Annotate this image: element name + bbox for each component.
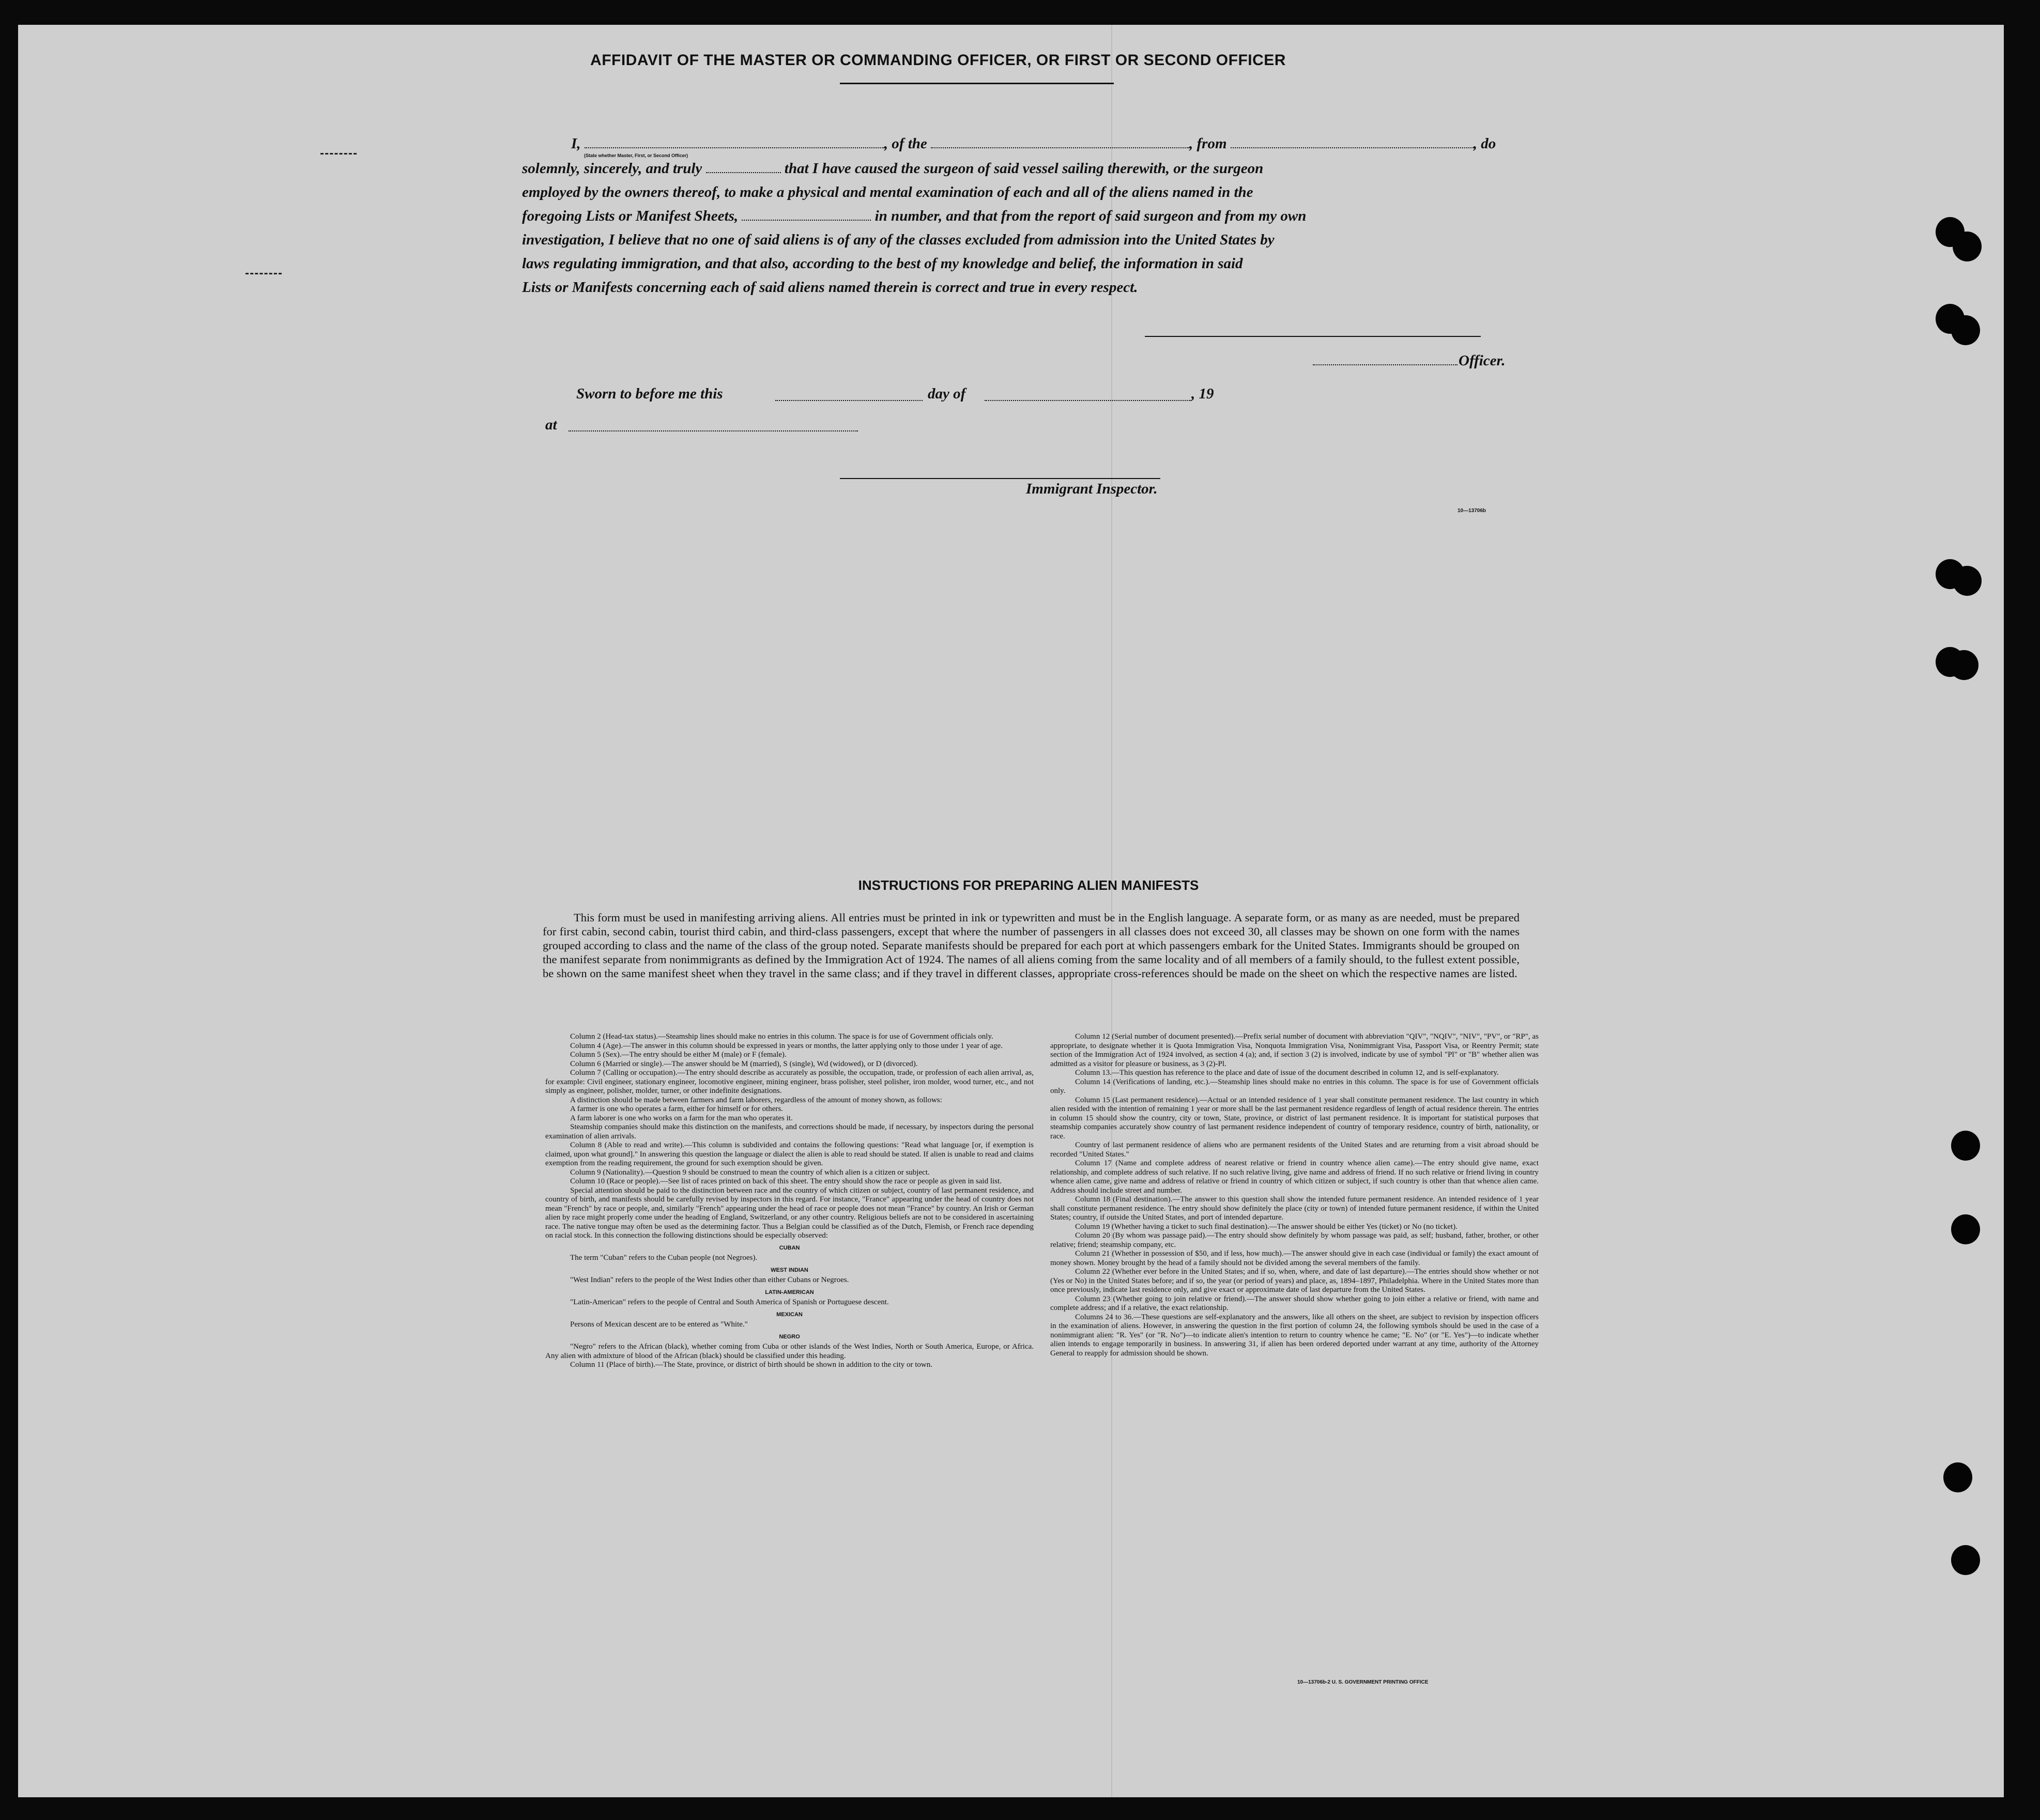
instruction-paragraph: Column 15 (Last permanent residence).—Actual or an intended residence of 1 year shall constitute permanent residence. The last country in which alien resided with the intention of remaining 1 year or more shall be the last permanent residence regardless of length of actual residence therein. The entries in column 15 should show the country, city or town, State, province, or district of last permanent residence. It is important for statistical purposes that steamship companies accurately show country of last permanent residence independent of country of temporary residence, country of birth, nationality, or race. bbox=[1050, 1096, 1539, 1140]
punch-hole bbox=[1951, 1214, 1980, 1244]
instruction-paragraph: Column 10 (Race or people).—See list of races printed on back of this sheet. The entry should show the race or people as given in said list. bbox=[570, 1177, 1002, 1185]
instruction-paragraph: Column 13.—This question has reference to the place and date of issue of the document described in column 12, and is self-explanatory. bbox=[1075, 1069, 1499, 1077]
officer-label: Officer. bbox=[1459, 352, 1506, 369]
text-do: , do bbox=[1473, 135, 1496, 152]
instruction-paragraph: Column 5 (Sex).—The entry should be either M (male) or F (female). bbox=[570, 1051, 787, 1059]
punch-hole bbox=[1951, 1545, 1980, 1575]
instruction-paragraph: Column 14 (Verifications of landing, etc.).—Steamship lines should make no entries in this column. The space is for use of Government officials only. bbox=[1050, 1077, 1539, 1095]
sworn-place-blank[interactable] bbox=[569, 430, 858, 431]
instruction-paragraph: Columns 24 to 36.—These questions are self-explanatory and the answers, like all others on the sheet, are subject to revision by inspection officers in the examination of aliens. However, in answering the question in the first portion of column 24, the following symbols should be used in the case of a nonimmigrant alien: "R. Yes" (or "R. No")—to indicate alien's intention to return to country whence he came; "E. No" (or "E. Yes")—to indicate whether alien intends to engage temporarily in business. In answering 31, if alien has been ordered deported under warrant at any time, authority of the Attorney General to reapply for admission should be shown. bbox=[1050, 1313, 1539, 1358]
instruction-paragraph: Column 19 (Whether having a ticket to such final destination).—The answer should be either Yes (ticket) or No (no ticket). bbox=[1075, 1222, 1458, 1231]
vessel-blank[interactable] bbox=[931, 135, 1189, 148]
heading-west-indian: WEST INDIAN bbox=[771, 1267, 808, 1273]
affidavit-line-7: Lists or Manifests concerning each of said aliens named therein is correct and true in every respect. bbox=[522, 279, 1138, 296]
text-surgeon: that I have caused the surgeon of said vessel sailing therewith, or the surgeon bbox=[784, 160, 1264, 177]
instruction-paragraph: Column 17 (Name and complete address of nearest relative or friend in country whence alien came).—The entry should give name, exact relationship, and complete address of such relative. If no such relative living, give name and address of friend. If no such relative or friend living in country whence alien came, give name and address of relative or friend in country of which citizen or subject, if such country is other than that whence alien came. Address should include street and number. bbox=[1050, 1159, 1539, 1195]
punch-hole bbox=[1953, 232, 1982, 261]
definition-cuban: The term "Cuban" refers to the Cuban people (not Negroes). bbox=[570, 1254, 758, 1262]
definition-latin-american: "Latin-American" refers to the people of Central and South America of Spanish or Portuguese descent. bbox=[570, 1298, 889, 1306]
text-solemnly: solemnly, sincerely, and truly bbox=[522, 160, 702, 177]
instructions-left-column bbox=[545, 1032, 1034, 1370]
sheet-count-blank[interactable] bbox=[742, 207, 871, 221]
at-label: at bbox=[545, 417, 557, 433]
instructions-intro: This form must be used in manifesting arriving aliens. All entries must be printed in ink or typewritten and must be in the English language. A separate form, or as many as are needed, must be prepared for first cabin, second cabin, tourist third cabin, and third-class passengers, except that where the number of passengers in all classes does not exceed 30, all classes may be shown on one form with the names grouped according to class and the name of the class of the group noted. Separate manifests should be prepared for each port at which passengers embark for the United States. Immigrants should be grouped on the manifest separate from nonimmigrants as defined by the Immigration Act of 1924. The names of all aliens coming from the same locality and of all members of a family should, to the fullest extent possible, be shown on the same manifest sheet when they travel in the same class; and if they travel in different classes, appropriate cross-references should be made on the sheet on which the respective names are listed. bbox=[543, 911, 1520, 980]
definition-negro: "Negro" refers to the African (black), whether coming from Cuba or other islands of the West Indies, North or South America, Europe, or Africa. Any alien with admixture of blood of the African (black) should be classified under this heading. bbox=[545, 1343, 1034, 1360]
printing-office-footer: 10—13706b-2 U. S. GOVERNMENT PRINTING OFFICE bbox=[1297, 1679, 1429, 1685]
instruction-paragraph: Country of last permanent residence of aliens who are permanent residents of the United States and are returning from a visit abroad should be recorded "United States." bbox=[1050, 1141, 1539, 1159]
instruction-paragraph: Special attention should be paid to the distinction between race and the country of which citizen or subject, country of last permanent residence, and country of birth, and manifests should be carefully revised by inspectors in this regard. For instance, "France" appearing under the head of country does not mean "French" by race or people, and, similarly "French" appearing under the head of race or people does not mean "France" by country. An Irish or German alien by race might properly come under the heading of England, Switzerland, or any other country. Religious beliefs are not to be considered in ascertaining race. The native tongue may often be used as the determining factor. Thus a Belgian could be classified as of the Dutch, Flemish, or French race depending on racial stock. In this connection the following distinctions should be especially observed: bbox=[545, 1186, 1034, 1240]
oath-blank[interactable] bbox=[706, 160, 781, 173]
text-i: I, bbox=[571, 135, 581, 152]
officer-signature-line[interactable] bbox=[1145, 336, 1481, 337]
form-number: 10—13706b bbox=[1458, 508, 1486, 514]
instruction-paragraph: Column 18 (Final destination).—The answer to this question shall show the intended future permanent residence. An intended residence of 1 year shall constitute permanent residence. The entry should show definitely the place (city or town) of intended future permanent residence, if within the United States; country, if outside the United States, and port of intended departure. bbox=[1050, 1195, 1539, 1222]
instruction-paragraph: Column 2 (Head-tax status).—Steamship lines should make no entries in this column. The space is for use of Government officials only. bbox=[570, 1032, 993, 1041]
instruction-paragraph: A farmer is one who operates a farm, either for himself or for others. bbox=[570, 1105, 783, 1113]
instruction-paragraph: Column 20 (By whom was passage paid).—The entry should show definitely by whom passage was paid, as self; husband, father, brother, or other relative; friend; steamship company, etc. bbox=[1050, 1231, 1539, 1249]
instruction-paragraph: Column 11 (Place of birth).—The State, province, or district of birth should be shown in addition to the city or town. bbox=[570, 1361, 932, 1369]
sworn-label: Sworn to before me this bbox=[576, 385, 723, 402]
margin-mark bbox=[320, 153, 357, 155]
affidavit-line-5: investigation, I believe that no one of said aliens is of any of the classes excluded from admission into the United States by bbox=[522, 232, 1275, 248]
instructions-right-column bbox=[1050, 1032, 1539, 1358]
instruction-paragraph: Column 6 (Married or single).—The answer should be M (married), S (single), Wd (widowed), or D (divorced). bbox=[570, 1059, 918, 1068]
instruction-paragraph: Column 9 (Nationality).—Question 9 should be construed to mean the country of which alien is a citizen or subject. bbox=[570, 1168, 930, 1177]
rank-note: (State whether Master, First, or Second Officer) bbox=[584, 153, 688, 158]
affidavit-line-1 bbox=[522, 133, 1514, 154]
officer-title-line[interactable] bbox=[1313, 364, 1458, 365]
punch-hole bbox=[1951, 1131, 1980, 1161]
heading-negro: NEGRO bbox=[779, 1333, 800, 1340]
definition-west-indian: "West Indian" refers to the people of the West Indies other than either Cubans or Negroes. bbox=[570, 1276, 849, 1284]
heading-cuban: CUBAN bbox=[779, 1244, 800, 1251]
punch-hole bbox=[1953, 566, 1982, 596]
port-blank[interactable] bbox=[1231, 135, 1474, 148]
affidavit-line-4 bbox=[522, 206, 1514, 226]
instruction-paragraph: Column 8 (Able to read and write).—This column is subdivided and contains the following questions: "Read what language [or, if exemption is claimed, upon what ground]." In answering this question the language or dialect the alien is able to read should be stated. If alien is unable to read and claims exemption from the reading requirement, the ground for such exemption should be given. bbox=[545, 1141, 1034, 1167]
definition-mexican: Persons of Mexican descent are to be entered as "White." bbox=[570, 1320, 748, 1329]
heading-mexican: MEXICAN bbox=[776, 1311, 803, 1318]
instructions-title: INSTRUCTIONS FOR PREPARING ALIEN MANIFESTS bbox=[858, 877, 1199, 893]
instruction-paragraph: Column 22 (Whether ever before in the United States; and if so, when, where, and date of last departure).—The entries should show whether or not (Yes or No) in the United States before; and if so, the year (or period of years) and place, as, 1894–1897, Philadelphia. Where in the United States more than once previously, indicate last residence only, and give exact or approximate date of last departure from the United States. bbox=[1050, 1268, 1539, 1294]
instruction-paragraph: Column 12 (Serial number of document presented).—Prefix serial number of document with abbreviation "QIV", "NQIV", "NIV", "PV", or "RP", as appropriate, to designate whether it is Quota Immigration Visa, Nonquota Immigration Visa, Nonimmigrant Visa, Passport Visa, or Reentry Permit; state section of the Immigration Act of 1924 involved, as section 4 (a); and, if section 3 (2) is involved, indicate by use of symbol "Pl" or "B" whether alien was admitted as a visitor for pleasure or business, as 3 (2)-Pl. bbox=[1050, 1032, 1539, 1068]
instruction-paragraph: A distinction should be made between farmers and farm laborers, regardless of the amount of money shown, as follows: bbox=[570, 1096, 942, 1104]
affidavit-line-6: laws regulating immigration, and that also, according to the best of my knowledge and belief, the information in said bbox=[522, 255, 1243, 272]
heading-latin-american: LATIN-AMERICAN bbox=[765, 1289, 814, 1295]
instruction-paragraph: Column 23 (Whether going to join relative or friend).—The answer should show whether going to join either a relative or friend, with name and complete address; and if a relative, the exact relationship. bbox=[1050, 1294, 1539, 1312]
affidavit-line-3: employed by the owners thereof, to make a physical and mental examination of each and all of the aliens named in the bbox=[522, 184, 1253, 200]
text-from: , from bbox=[1189, 135, 1227, 152]
year-label: , 19 bbox=[1191, 385, 1214, 402]
instruction-paragraph: Steamship companies should make this distinction on the manifests, and corrections should be made, if necessary, by inspectors during the personal examination of alien arrivals. bbox=[545, 1123, 1034, 1140]
sworn-day-blank[interactable] bbox=[775, 400, 923, 401]
punch-hole bbox=[1950, 650, 1978, 680]
instruction-paragraph: Column 21 (Whether in possession of $50, and if less, how much).—The answer should give in each case (individual or family) the exact amount of money shown. Money brought by the head of a family should not be divided among the several members of the family. bbox=[1050, 1250, 1539, 1267]
punch-hole bbox=[1951, 315, 1980, 345]
text-foregoing: foregoing Lists or Manifest Sheets, bbox=[522, 208, 739, 224]
text-of-the: , of the bbox=[884, 135, 927, 152]
instruction-paragraph: Column 4 (Age).—The answer in this column should be expressed in years or months, the latter applying only to those under 1 year of age. bbox=[570, 1041, 1003, 1050]
instruction-paragraph: Column 7 (Calling or occupation).—The entry should describe as accurately as possible, the occupation, trade, or profession of each alien arrival, as, for example: Civil engineer, stationary engineer, locomotive engineer, mining engineer, brass polisher, steel polisher, iron molder, wood turner, etc., and not simply as engineer, polisher, molder, turner, or other indefinite designations. bbox=[545, 1069, 1034, 1095]
day-of-label: day of bbox=[928, 385, 966, 402]
punch-hole bbox=[1943, 1462, 1972, 1492]
affidavit-title: AFFIDAVIT OF THE MASTER OR COMMANDING OFFICER, OR FIRST OR SECOND OFFICER bbox=[590, 52, 1286, 69]
text-in-number: in number, and that from the report of said surgeon and from my own bbox=[875, 208, 1307, 224]
officer-rank-blank[interactable] bbox=[585, 135, 884, 148]
inspector-signature-line[interactable] bbox=[840, 478, 1160, 479]
inspector-label: Immigrant Inspector. bbox=[1026, 481, 1158, 497]
title-rule bbox=[840, 83, 1114, 84]
margin-mark bbox=[246, 273, 282, 274]
sworn-month-blank[interactable] bbox=[985, 400, 1191, 401]
affidavit-line-2 bbox=[522, 158, 1514, 179]
instruction-paragraph: A farm laborer is one who works on a farm for the man who operates it. bbox=[570, 1114, 793, 1122]
